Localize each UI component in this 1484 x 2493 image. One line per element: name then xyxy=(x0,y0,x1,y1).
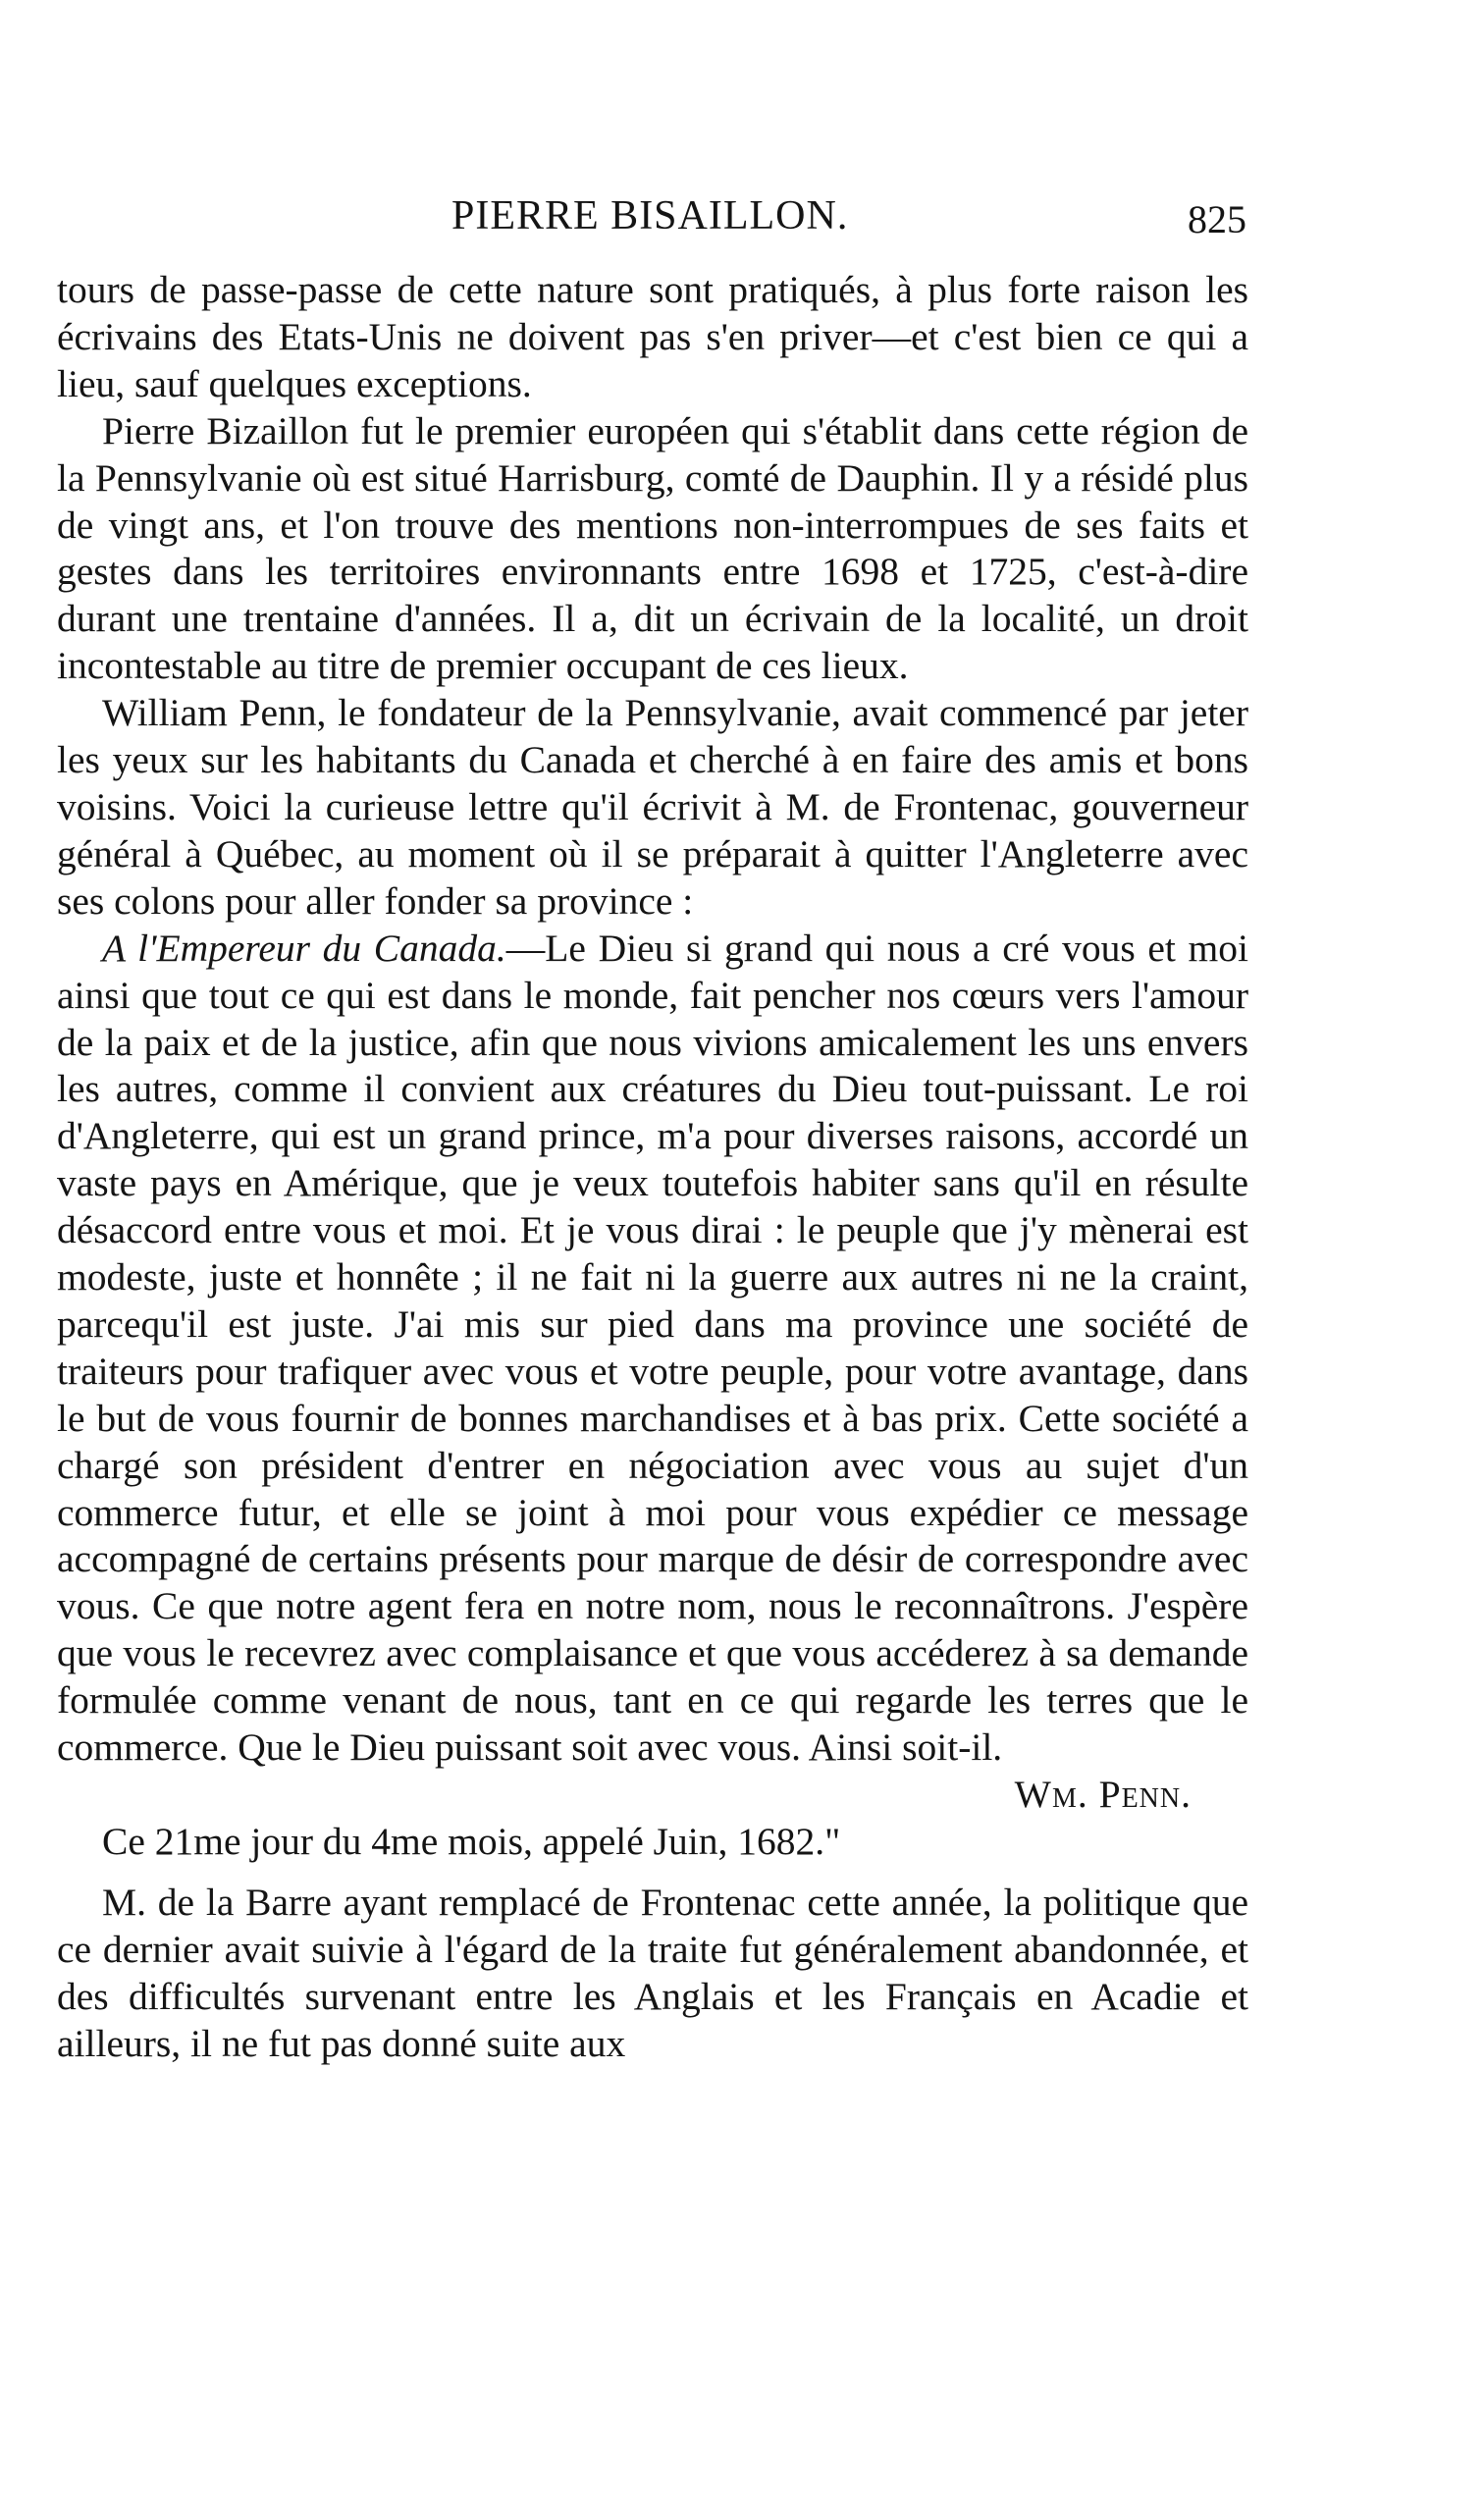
paragraph-bizaillon: Pierre Bizaillon fut le premier européen qui s'établit dans cette région de la Pennsylvanie où est situé Harrisburg, comté de Dauphin. Il y a résidé plus de vingt ans, et l'on trouve des mentions non-interrompues de ses faits et gestes dans les territoires environnants entre 1698 et 1725, c'est-à-dire durant une trentaine d'années. Il a, dit un écrivain de la localité, un droit incontestable au titre de premier occupant de ces lieux. xyxy=(57,408,1248,688)
body-text xyxy=(57,267,1248,2067)
page-header xyxy=(59,192,1246,251)
page-number: 825 xyxy=(1188,197,1246,241)
paragraph-penn: William Penn, le fondateur de la Pennsylvanie, avait commencé par jeter les yeux sur les habitants du Canada et cherché à en faire des amis et bons voisins. Voici la curieuse lettre qu'il écrivit à M. de Frontenac, gouverneur général à Québec, au moment où il se préparait à quitter l'Angleterre avec ses colons pour aller fonder sa province : xyxy=(57,691,1248,923)
letter-body xyxy=(57,926,1248,1772)
letter-signature: Wm. Penn. xyxy=(1014,1773,1192,1816)
paragraph-continuation: tours de passe-passe de cette nature sont pratiqués, à plus forte raison les écrivains des Etats-Unis ne doivent pas s'en priver—et c'est bien ce qui a lieu, sauf quelques exceptions. xyxy=(57,268,1248,405)
letter-salutation: A l'Empereur du Canada. xyxy=(102,926,506,970)
letter-text: —Le Dieu si grand qui nous a cré vous et moi ainsi que tout ce qui est dans le monde, fait pencher nos cœurs vers l'amour de la paix et de la justice, afin que nous vivions amicalement les uns envers les autres, comme il convient aux créatures du Dieu tout-puissant. Le roi d'Angleterre, qui est un grand prince, m'a pour diverses raisons, accordé un vaste pays en Amérique, que je veux toutefois habiter sans qu'il en résulte désaccord entre vous et moi. Et je vous dirai : le peuple que j'y mènerai est modeste, juste et honnête ; il ne fait ni la guerre aux autres ni ne la craint, parcequ'il est juste. J'ai mis sur pied dans ma province une société de traiteurs pour trafiquer avec vous et votre peuple, pour votre avantage, dans le but de vous fournir de bonnes marchandises et à bas prix. Cette société a chargé son président d'entrer en négociation avec vous au sujet d'un commerce futur, et elle se joint à moi pour vous expédier ce message accompagné de certains présents pour marque de désir de correspondre avec vous. Ce que notre agent fera en notre nom, nous le reconnaîtrons. J'espère que vous le recevrez avec complaisance et que vous accéderez à sa demande formulée comme venant de nous, tant en ce qui regarde les terres que le commerce. Que le Dieu puissant soit avec vous. Ainsi soit-il. xyxy=(57,926,1248,1770)
running-title: PIERRE BISAILLON. xyxy=(451,193,849,239)
paragraph-closing: M. de la Barre ayant remplacé de Frontenac cette année, la politique que ce dernier avait suivie à l'égard de la traite fut généralement abandonnée, et des difficultés survenant entre les Anglais et les Français en Acadie et ailleurs, il ne fut pas donné suite aux xyxy=(57,1880,1248,2065)
letter-dateline: Ce 21me jour du 4me mois, appelé Juin, 1682." xyxy=(102,1819,841,1863)
